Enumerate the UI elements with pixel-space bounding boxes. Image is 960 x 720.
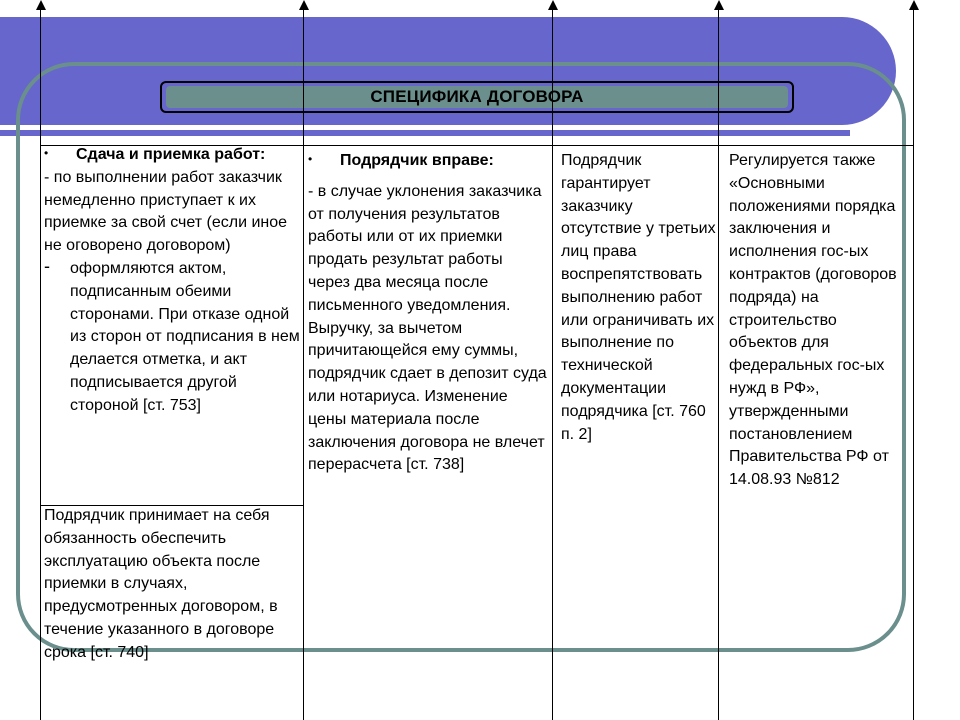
column2-cell	[308, 150, 548, 477]
column2-body: - в случае уклонения заказчика от получения результатов работы или от их приемки продать результат работы через два месяца после письменного уведомления. Выручку, за вычетом причитающейся ему суммы, подрядчик сдает в депозит суда или нотариуса. Изменение цены материала после заключения договора не влечет перерасчета [ст. 738]	[308, 182, 547, 474]
bullet-icon: •	[308, 152, 313, 166]
column-line-5	[913, 4, 914, 720]
column4-cell	[729, 150, 899, 492]
bullet-icon: •	[44, 146, 49, 160]
column1-lower-text: Подрядчик принимает на себя обязанность обеспечить эксплуатацию объекта после приемки в случаях, предусмотренных договором, в течение указанного в договоре срока [ст. 740]	[44, 507, 278, 661]
column1-item-1: - по выполнении работ заказчик немедленно приступает к их приемке за свой счет (если иное не оговорено договором)	[44, 168, 288, 255]
arrow-up-icon	[909, 0, 919, 10]
column-line-1	[40, 4, 41, 720]
column1-heading: Сдача и приемка работ:	[76, 146, 266, 163]
column1-lower-cell	[44, 505, 300, 665]
column-line-4	[718, 4, 719, 720]
arrow-up-icon	[548, 0, 558, 10]
slide-title: СПЕЦИФИКА ДОГОВОРА	[370, 87, 584, 106]
column1-upper-cell	[44, 144, 300, 418]
column4-body: Регулируется также «Основными положениями порядка заключения и исполнения гос-ых контрактов (договоров подряда) на строительство объектов для федеральных гос-ых нужд в РФ», утвержденными постановлением Правительства РФ от 14.08.93 №812	[729, 152, 897, 489]
column3-cell	[561, 150, 716, 446]
arrow-up-icon	[714, 0, 724, 10]
column-line-2	[303, 4, 304, 720]
column2-heading: Подрядчик вправе:	[340, 152, 494, 169]
arrow-up-icon	[299, 0, 309, 10]
column1-item-2: оформляются актом, подписанным обеими сторонами. При отказе одной из сторон от подписания в нем делается отметка, и акт подписывается другой стороной [ст. 753]	[70, 259, 300, 414]
arrow-up-icon	[36, 0, 46, 10]
column3-body: Подрядчик гарантирует заказчику отсутствие у третьих лиц права воспрепятствовать выполнению работ или ограничивать их выполнение по технической документации подрядчика [ст. 760 п. 2]	[561, 152, 716, 443]
title-box	[160, 81, 794, 113]
dash-icon: -	[44, 255, 50, 276]
column-line-3	[552, 4, 553, 720]
